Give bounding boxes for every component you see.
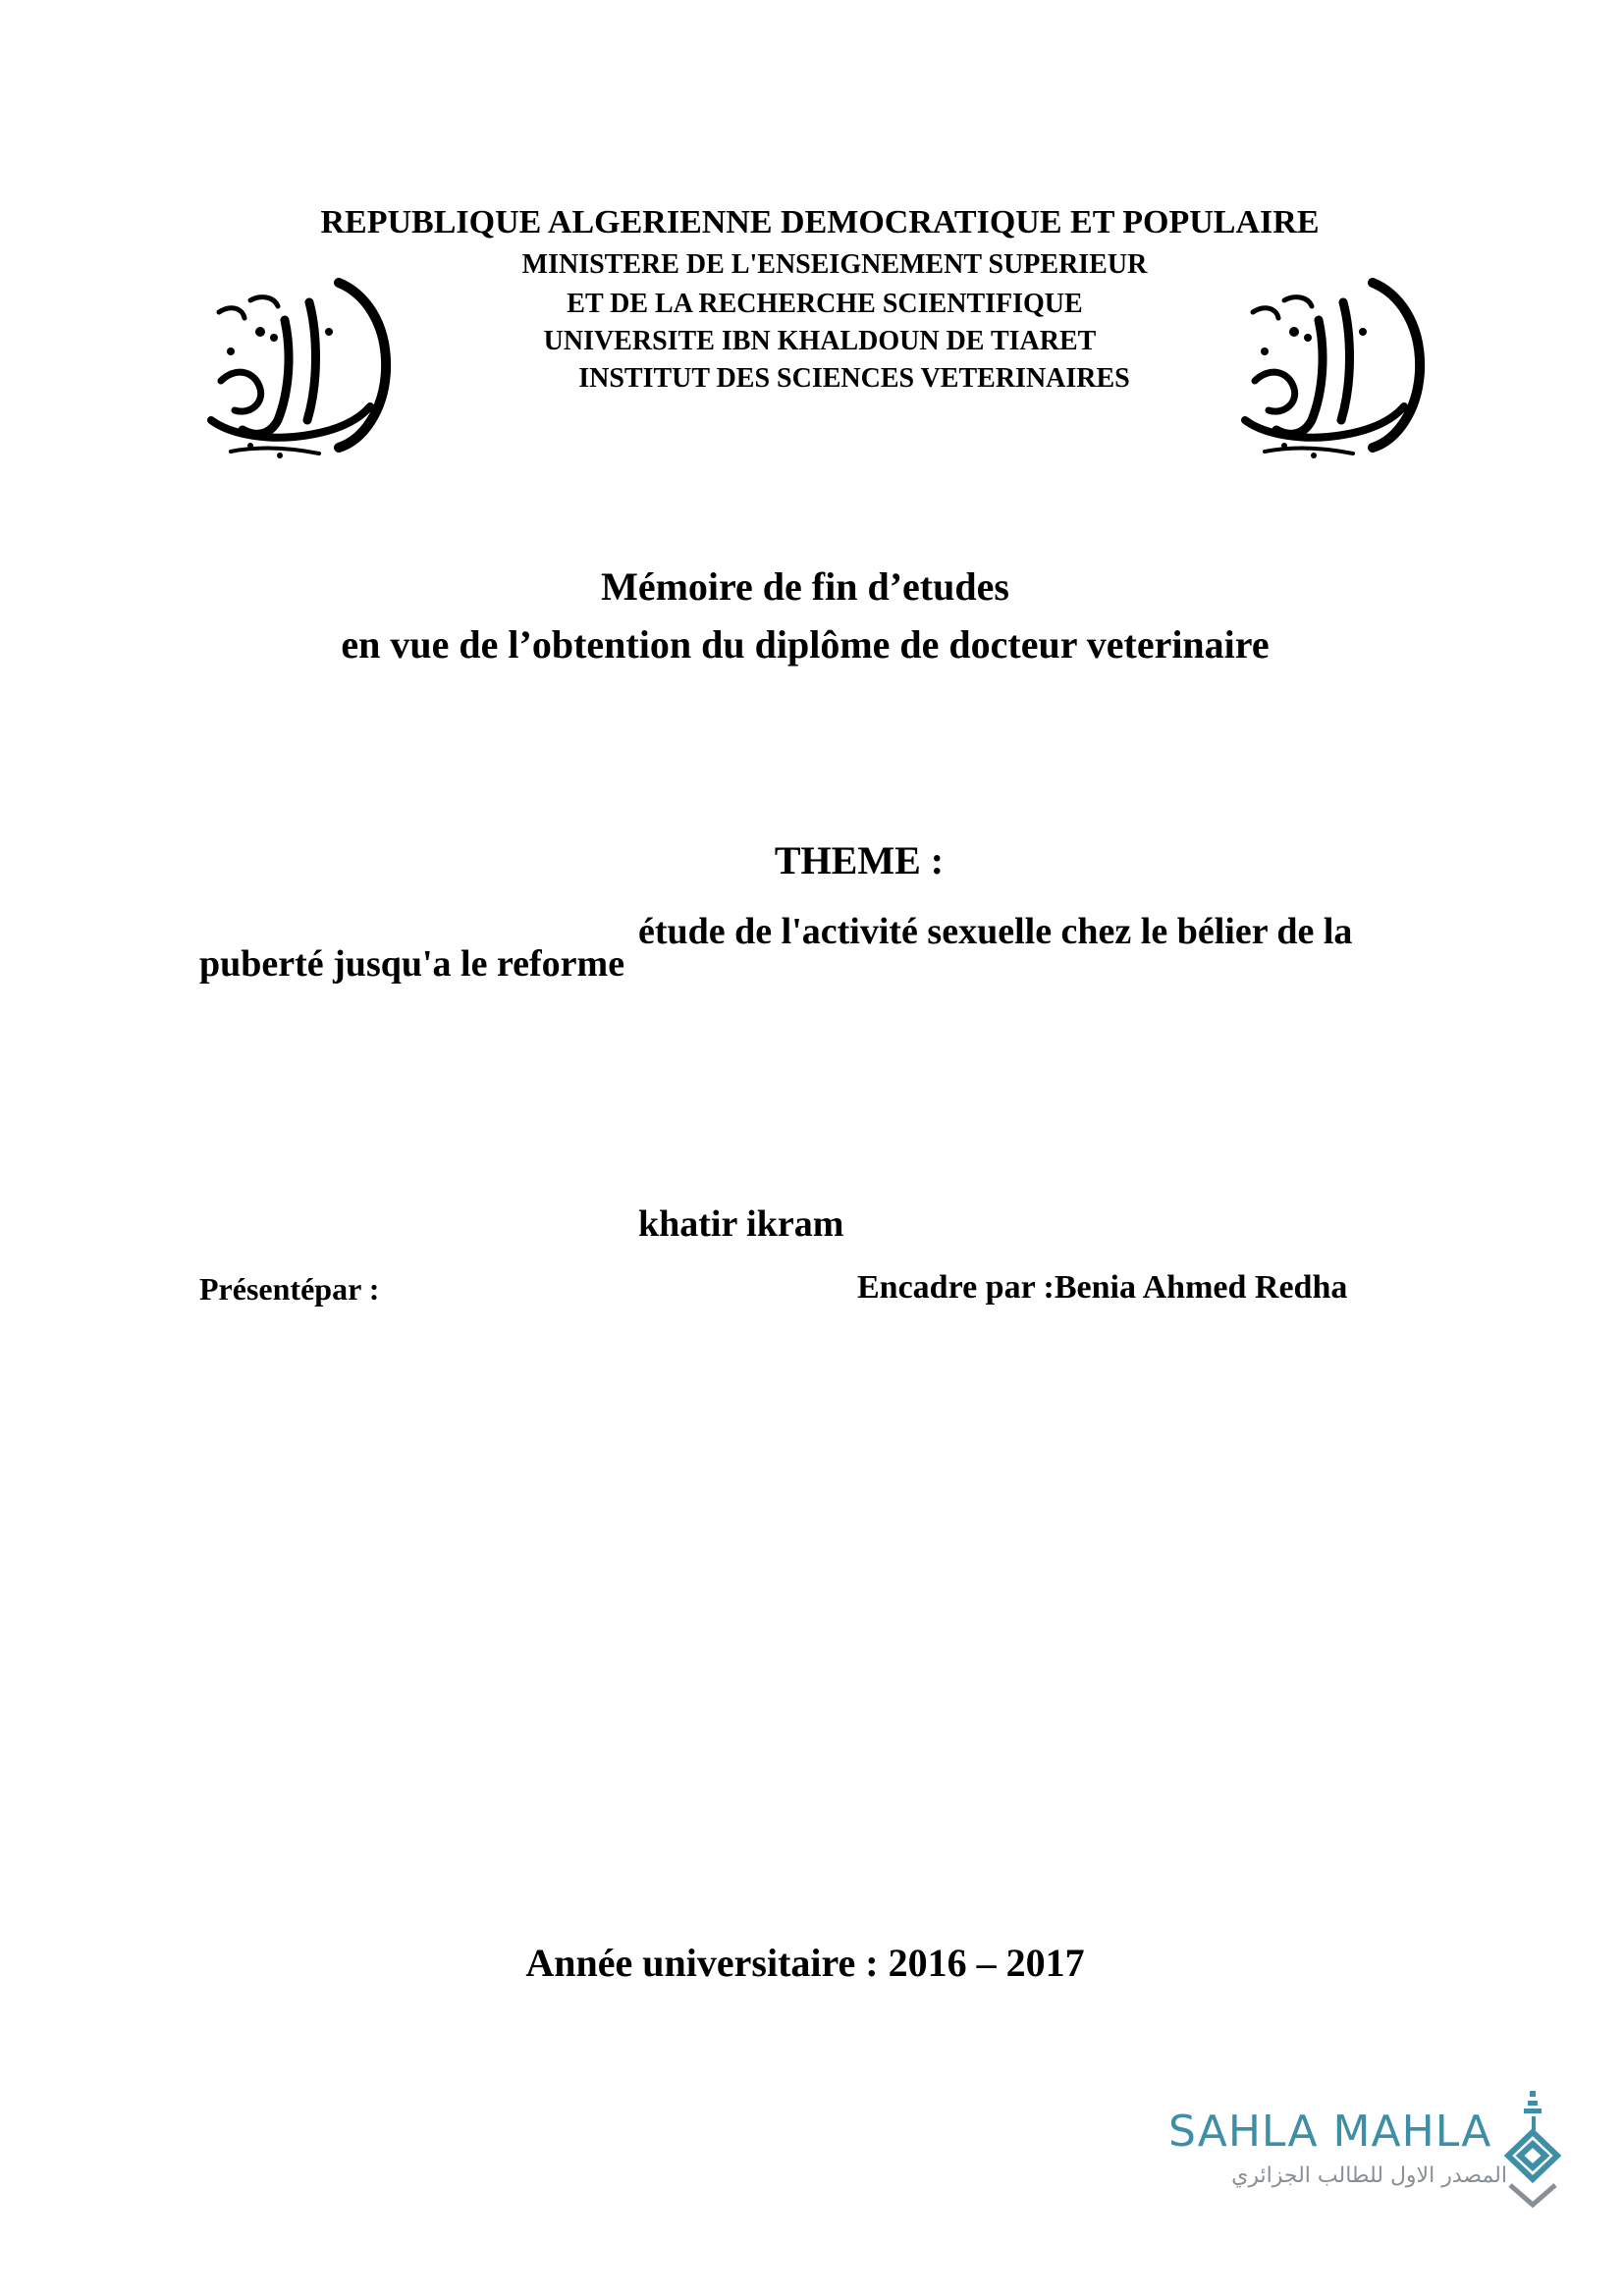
memoire-title: Mémoire de fin d’etudes [601, 564, 1009, 609]
academic-year: Année universitaire : 2016 – 2017 [525, 1941, 1085, 1985]
republic-heading: REPUBLIQUE ALGERIENNE DEMOCRATIQUE ET POPULAIRE [320, 204, 1320, 240]
ministry-line-2: ET DE LA RECHERCHE SCIENTIFIQUE [567, 289, 1083, 319]
institute-name: INSTITUT DES SCIENCES VETERINAIRES [578, 363, 1130, 394]
sahla-mahla-watermark [1168, 2091, 1561, 2209]
ministry-line-1: MINISTERE DE L'ENSEIGNEMENT SUPERIEUR [521, 249, 1148, 280]
student-name: khatir ikram [638, 1203, 844, 1245]
theme-title-line-1: étude de l'activité sexuelle chez le bélier de la [638, 911, 1353, 952]
presented-by-label: Présentépar : [199, 1271, 380, 1307]
diploma-subtitle: en vue de l’obtention du diplôme de docteur veterinaire [341, 622, 1270, 667]
university-logo-right [1225, 273, 1436, 459]
supervisor-line: Encadre par :Benia Ahmed Redha [857, 1269, 1348, 1306]
theme-label: THEME : [774, 838, 945, 882]
watermark-tagline: المصدر الاول للطالب الجزائري [1231, 2163, 1507, 2188]
university-name: UNIVERSITE IBN KHALDOUN DE TIARET [543, 326, 1097, 356]
sahla-mahla-emblem-icon [1502, 2091, 1563, 2209]
university-logo-left [191, 273, 403, 459]
watermark-brand-name: SAHLA MAHLA [1168, 2107, 1492, 2157]
theme-title-line-2: puberté jusqu'a le reforme [199, 943, 625, 985]
